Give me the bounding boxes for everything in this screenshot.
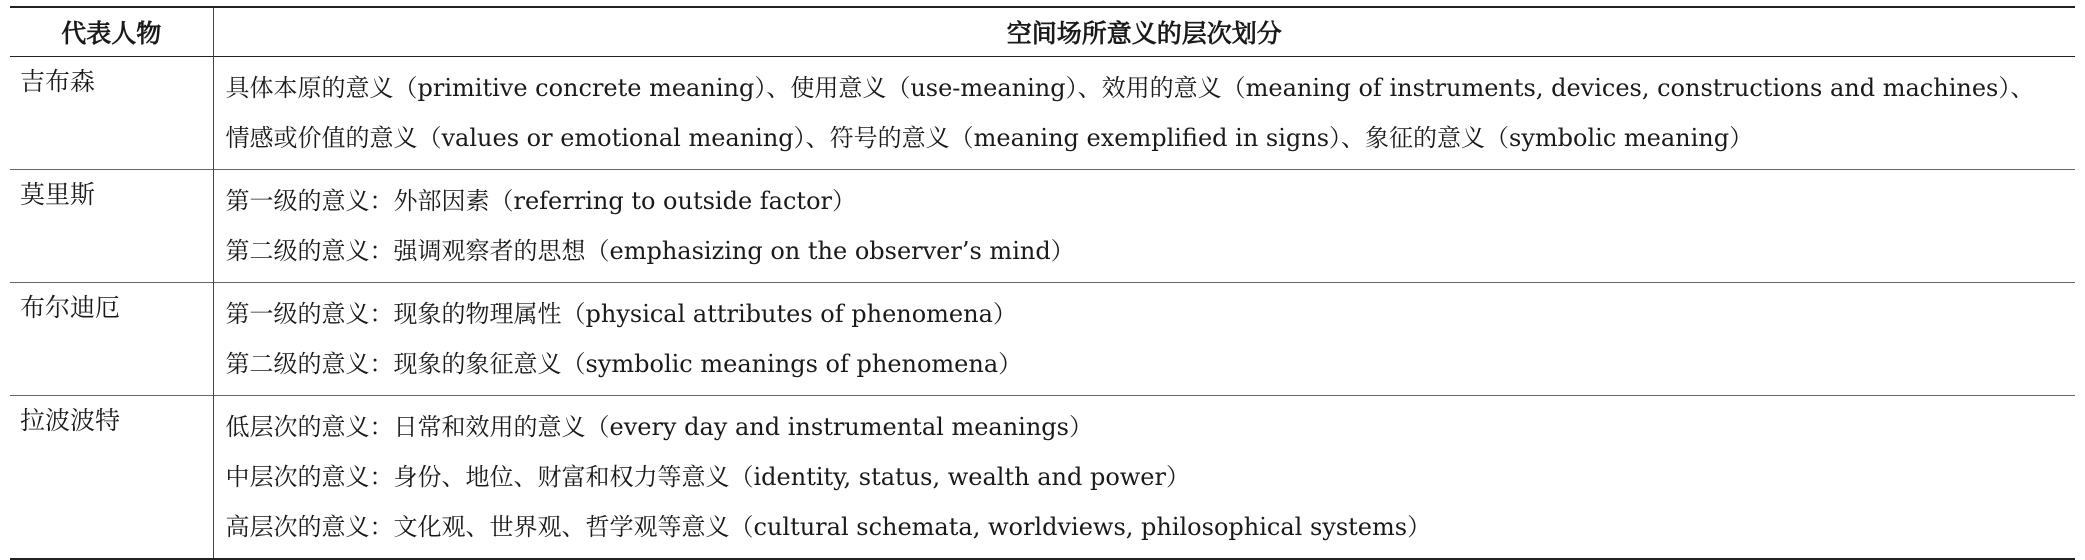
table-row-bourdieu <box>10 283 2075 396</box>
meaning-levels-table-container <box>10 6 2075 560</box>
person-cell: 吉布森 <box>10 57 213 170</box>
header-row <box>10 7 2075 57</box>
table-row-rapoport <box>10 396 2075 560</box>
table-header <box>10 7 2075 57</box>
division-line: 具体本原的意义（primitive concrete meaning）、使用意义（use-meaning）、效用的意义（meaning of instruments, devices, constructions and machines）、 <box>225 74 2035 102</box>
division-line: 第一级的意义：外部因素（referring to outside factor） <box>225 187 856 215</box>
table-body <box>10 57 2075 560</box>
division-line: 中层次的意义：身份、地位、财富和权力等意义（identity, status, wealth and power） <box>225 463 1190 491</box>
table-row-gibson <box>10 57 2075 170</box>
division-cell <box>213 57 2075 170</box>
division-cell <box>213 283 2075 396</box>
division-line: 第二级的意义：现象的象征意义（symbolic meanings of phenomena） <box>225 350 1023 378</box>
person-cell: 拉波波特 <box>10 396 213 560</box>
person-cell: 莫里斯 <box>10 170 213 283</box>
header-division: 空间场所意义的层次划分 <box>1006 19 1282 48</box>
table-row-morris <box>10 170 2075 283</box>
person-cell: 布尔迪厄 <box>10 283 213 396</box>
division-line: 情感或价值的意义（values or emotional meaning）、符号的意义（meaning exemplified in signs）、象征的意义（symbolic meaning） <box>225 124 1754 152</box>
division-line: 第二级的意义：强调观察者的思想（emphasizing on the observer’s mind） <box>225 237 1075 265</box>
division-line: 低层次的意义：日常和效用的意义（every day and instrumental meanings） <box>225 413 1093 441</box>
header-person: 代表人物 <box>10 7 213 57</box>
meaning-levels-table <box>10 6 2075 560</box>
division-line: 第一级的意义：现象的物理属性（physical attributes of phenomena） <box>225 300 1017 328</box>
division-cell <box>213 170 2075 283</box>
division-line: 高层次的意义：文化观、世界观、哲学观等意义（cultural schemata, worldviews, philosophical systems） <box>225 513 1432 541</box>
division-cell <box>213 396 2075 560</box>
